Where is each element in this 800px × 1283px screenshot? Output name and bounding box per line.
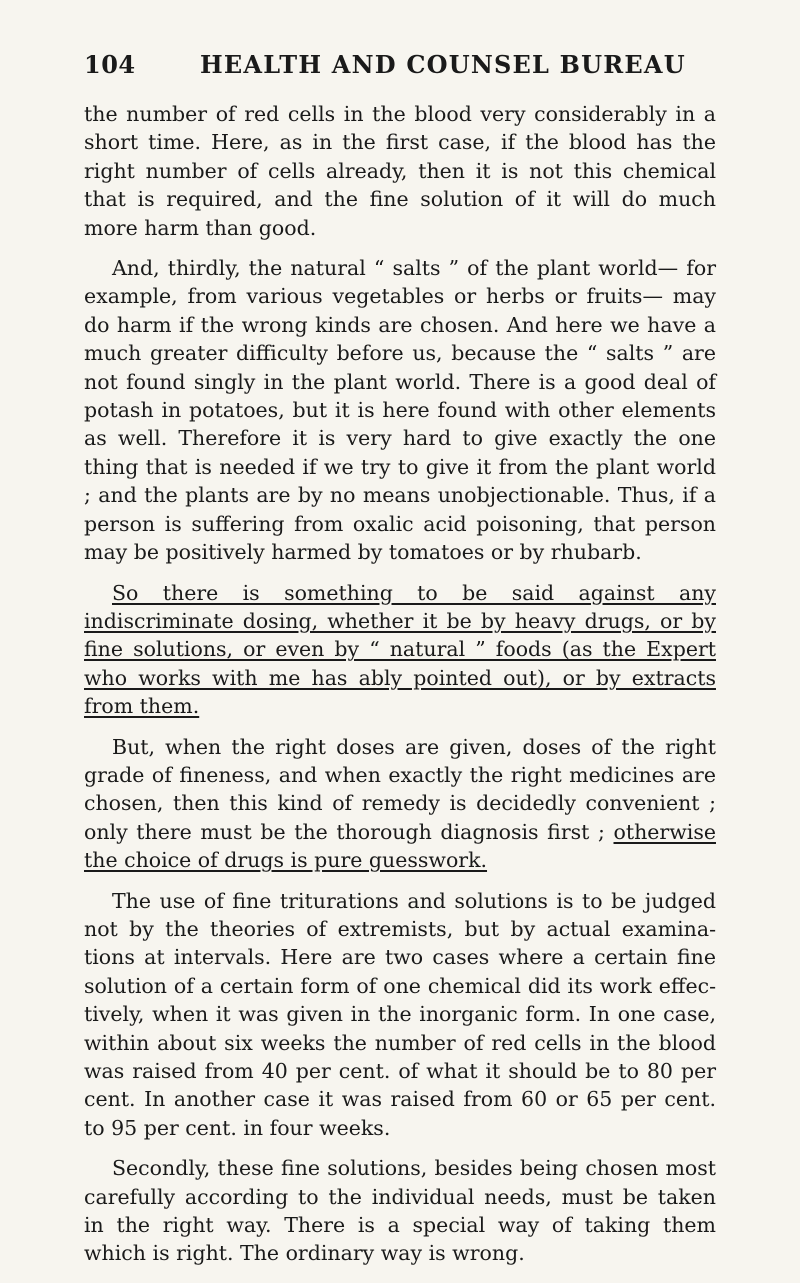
paragraph-indiscriminate-dosing: So there is something to be said against any indiscriminate dosing, whether it be by heavy drugs, or by fine solutions, or even by “ natural ” foods (as the Expert who works with me has ably pointed out), or by extracts from them.	[84, 580, 716, 719]
body-text	[84, 100, 716, 1268]
underlined-guesswork-phrase: otherwise the choice of drugs is pure guesswork.	[84, 819, 716, 873]
paragraph-right-doses	[84, 733, 716, 875]
paragraph-continued: the number of red cells in the blood very considerably in a short time. Here, as in the first case, if the blood has the right number of cells already, then it is not this chemical that is required, and the fine solution of it will do much more harm than good.	[84, 102, 716, 240]
running-title: HEALTH AND COUNSEL BUREAU	[200, 50, 686, 79]
paragraph-right-doses-text: But, when the right doses are given, doses of the right grade of fineness, and when exactly the right medicines are chosen, then this kind of remedy is decidedly convenient ; only there must be the thorough diagnosis first ;	[84, 734, 716, 844]
paragraph-fine-triturations: The use of fine triturations and solutions is to be judged not by the theories of extremists, but by actual examina- tions at intervals. Here are two cases where a certain fine solution of a certain form of one chemical did its work effec- tively, when it was given in the inorganic form. In one case, within about six weeks the number of red cells in the blood was raised from 40 per cent. of what it should be to 80 per cent. In another case it was raised from 60 or 65 per cent. to 95 per cent. in four weeks.	[84, 888, 716, 1140]
running-head	[84, 50, 716, 90]
paragraph-secondly: Secondly, these fine solutions, besides being chosen most carefully according to the individual needs, must be taken in the right way. There is a special way of taking them which is right. The ordinary way is wrong.	[84, 1156, 716, 1266]
page-number: 104	[84, 50, 136, 79]
paragraph-thirdly: And, thirdly, the natural “ salts ” of the plant world— for example, from various vegetables or herbs or fruits— may do harm if the wrong kinds are chosen. And here we have a much greater difficulty before us, because the “ salts ” are not found singly in the plant world. There is a good deal of potash in potatoes, but it is here found with other elements as well. Therefore it is very hard to give exactly the one thing that is needed if we try to give it from the plant world ; and the plants are by no means unobjectionable. Thus, if a person is suffering from oxalic acid poisoning, that person may be positively harmed by tomatoes or by rhubarb.	[84, 256, 716, 565]
